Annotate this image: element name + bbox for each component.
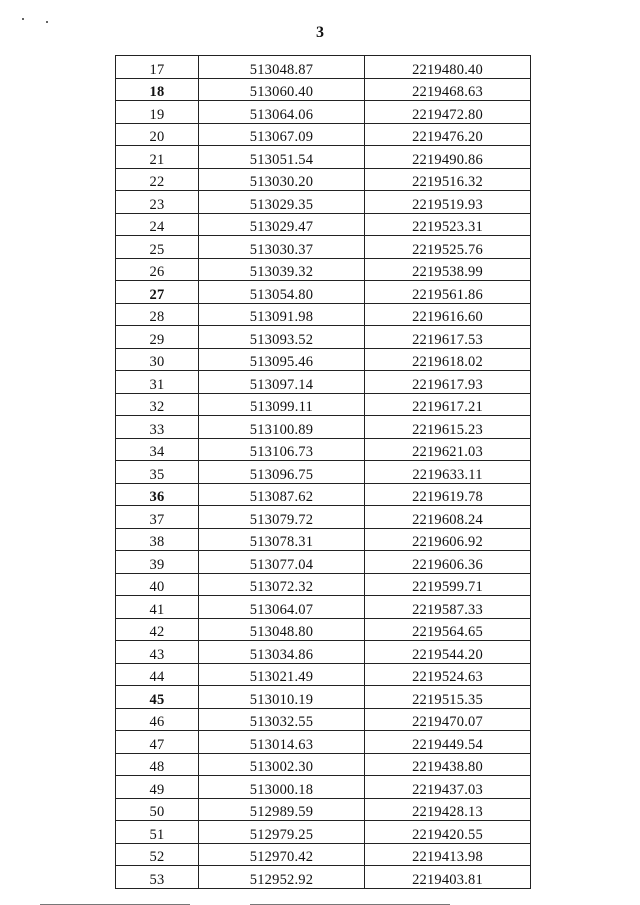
table-row xyxy=(116,461,531,484)
table-row xyxy=(116,776,531,799)
x-coordinate-cell: 513000.18 xyxy=(199,776,365,799)
x-coordinate-cell: 513091.98 xyxy=(199,303,365,326)
x-coordinate-cell: 513095.46 xyxy=(199,348,365,371)
y-coordinate-cell: 2219516.32 xyxy=(365,168,531,191)
y-coordinate-cell: 2219524.63 xyxy=(365,663,531,686)
x-coordinate-cell: 513030.20 xyxy=(199,168,365,191)
point-number-cell: 20 xyxy=(116,123,199,146)
y-coordinate-cell: 2219538.99 xyxy=(365,258,531,281)
x-coordinate-cell: 513087.62 xyxy=(199,483,365,506)
y-coordinate-cell: 2219633.11 xyxy=(365,461,531,484)
x-coordinate-cell: 513067.09 xyxy=(199,123,365,146)
point-number-cell: 33 xyxy=(116,416,199,439)
point-number-cell: 30 xyxy=(116,348,199,371)
table-row xyxy=(116,483,531,506)
x-coordinate-cell: 513034.86 xyxy=(199,641,365,664)
table-row xyxy=(116,663,531,686)
table-row xyxy=(116,618,531,641)
y-coordinate-cell: 2219616.60 xyxy=(365,303,531,326)
point-number-cell: 18 xyxy=(116,78,199,101)
y-coordinate-cell: 2219618.02 xyxy=(365,348,531,371)
y-coordinate-cell: 2219617.93 xyxy=(365,371,531,394)
table-row xyxy=(116,866,531,889)
table-row xyxy=(116,596,531,619)
y-coordinate-cell: 2219564.65 xyxy=(365,618,531,641)
table-row xyxy=(116,506,531,529)
x-coordinate-cell: 513021.49 xyxy=(199,663,365,686)
table-row xyxy=(116,146,531,169)
y-coordinate-cell: 2219515.35 xyxy=(365,686,531,709)
point-number-cell: 22 xyxy=(116,168,199,191)
y-coordinate-cell: 2219470.07 xyxy=(365,708,531,731)
y-coordinate-cell: 2219617.21 xyxy=(365,393,531,416)
x-coordinate-cell: 513106.73 xyxy=(199,438,365,461)
y-coordinate-cell: 2219403.81 xyxy=(365,866,531,889)
table-row xyxy=(116,236,531,259)
y-coordinate-cell: 2219523.31 xyxy=(365,213,531,236)
x-coordinate-cell: 512989.59 xyxy=(199,798,365,821)
x-coordinate-cell: 512952.92 xyxy=(199,866,365,889)
table-row xyxy=(116,686,531,709)
y-coordinate-cell: 2219544.20 xyxy=(365,641,531,664)
table-row xyxy=(116,708,531,731)
x-coordinate-cell: 513079.72 xyxy=(199,506,365,529)
x-coordinate-cell: 513060.40 xyxy=(199,78,365,101)
table-row xyxy=(116,528,531,551)
point-number-cell: 47 xyxy=(116,731,199,754)
y-coordinate-cell: 2219413.98 xyxy=(365,843,531,866)
x-coordinate-cell: 512979.25 xyxy=(199,821,365,844)
y-coordinate-cell: 2219619.78 xyxy=(365,483,531,506)
page-number: 3 xyxy=(316,24,324,41)
point-number-cell: 21 xyxy=(116,146,199,169)
table-row xyxy=(116,78,531,101)
x-coordinate-cell: 513097.14 xyxy=(199,371,365,394)
point-number-cell: 45 xyxy=(116,686,199,709)
point-number-cell: 17 xyxy=(116,56,199,79)
point-number-cell: 27 xyxy=(116,281,199,304)
point-number-cell: 38 xyxy=(116,528,199,551)
point-number-cell: 52 xyxy=(116,843,199,866)
point-number-cell: 26 xyxy=(116,258,199,281)
x-coordinate-cell: 513100.89 xyxy=(199,416,365,439)
x-coordinate-cell: 513010.19 xyxy=(199,686,365,709)
y-coordinate-cell: 2219561.86 xyxy=(365,281,531,304)
point-number-cell: 43 xyxy=(116,641,199,664)
y-coordinate-cell: 2219615.23 xyxy=(365,416,531,439)
table-row xyxy=(116,821,531,844)
x-coordinate-cell: 513099.11 xyxy=(199,393,365,416)
y-coordinate-cell: 2219599.71 xyxy=(365,573,531,596)
table-row xyxy=(116,213,531,236)
coordinate-table xyxy=(115,55,531,889)
x-coordinate-cell: 513029.35 xyxy=(199,191,365,214)
point-number-cell: 31 xyxy=(116,371,199,394)
y-coordinate-cell: 2219468.63 xyxy=(365,78,531,101)
table-row xyxy=(116,393,531,416)
y-coordinate-cell: 2219476.20 xyxy=(365,123,531,146)
table-row xyxy=(116,326,531,349)
point-number-cell: 37 xyxy=(116,506,199,529)
table-row xyxy=(116,416,531,439)
point-number-cell: 25 xyxy=(116,236,199,259)
point-number-cell: 41 xyxy=(116,596,199,619)
table-row xyxy=(116,753,531,776)
point-number-cell: 50 xyxy=(116,798,199,821)
y-coordinate-cell: 2219428.13 xyxy=(365,798,531,821)
point-number-cell: 34 xyxy=(116,438,199,461)
x-coordinate-cell: 513093.52 xyxy=(199,326,365,349)
x-coordinate-cell: 513054.80 xyxy=(199,281,365,304)
x-coordinate-cell: 512970.42 xyxy=(199,843,365,866)
point-number-cell: 36 xyxy=(116,483,199,506)
scan-speck xyxy=(22,18,24,20)
table-row xyxy=(116,573,531,596)
x-coordinate-cell: 513029.47 xyxy=(199,213,365,236)
table-row xyxy=(116,123,531,146)
table-row xyxy=(116,101,531,124)
point-number-cell: 44 xyxy=(116,663,199,686)
x-coordinate-cell: 513072.32 xyxy=(199,573,365,596)
point-number-cell: 40 xyxy=(116,573,199,596)
point-number-cell: 35 xyxy=(116,461,199,484)
x-coordinate-cell: 513002.30 xyxy=(199,753,365,776)
y-coordinate-cell: 2219472.80 xyxy=(365,101,531,124)
point-number-cell: 51 xyxy=(116,821,199,844)
table-row xyxy=(116,438,531,461)
x-coordinate-cell: 513051.54 xyxy=(199,146,365,169)
x-coordinate-cell: 513048.80 xyxy=(199,618,365,641)
point-number-cell: 19 xyxy=(116,101,199,124)
y-coordinate-cell: 2219437.03 xyxy=(365,776,531,799)
table-row xyxy=(116,843,531,866)
x-coordinate-cell: 513064.07 xyxy=(199,596,365,619)
y-coordinate-cell: 2219420.55 xyxy=(365,821,531,844)
y-coordinate-cell: 2219608.24 xyxy=(365,506,531,529)
y-coordinate-cell: 2219438.80 xyxy=(365,753,531,776)
table-row xyxy=(116,56,531,79)
y-coordinate-cell: 2219490.86 xyxy=(365,146,531,169)
point-number-cell: 29 xyxy=(116,326,199,349)
table-row xyxy=(116,731,531,754)
point-number-cell: 28 xyxy=(116,303,199,326)
point-number-cell: 48 xyxy=(116,753,199,776)
x-coordinate-cell: 513048.87 xyxy=(199,56,365,79)
point-number-cell: 23 xyxy=(116,191,199,214)
y-coordinate-cell: 2219621.03 xyxy=(365,438,531,461)
x-coordinate-cell: 513039.32 xyxy=(199,258,365,281)
table-row xyxy=(116,798,531,821)
table-row xyxy=(116,641,531,664)
y-coordinate-cell: 2219525.76 xyxy=(365,236,531,259)
x-coordinate-cell: 513064.06 xyxy=(199,101,365,124)
table-row xyxy=(116,551,531,574)
y-coordinate-cell: 2219606.36 xyxy=(365,551,531,574)
x-coordinate-cell: 513077.04 xyxy=(199,551,365,574)
x-coordinate-cell: 513014.63 xyxy=(199,731,365,754)
table-row xyxy=(116,168,531,191)
table-row xyxy=(116,371,531,394)
y-coordinate-cell: 2219519.93 xyxy=(365,191,531,214)
table-row xyxy=(116,348,531,371)
point-number-cell: 32 xyxy=(116,393,199,416)
y-coordinate-cell: 2219587.33 xyxy=(365,596,531,619)
y-coordinate-cell: 2219480.40 xyxy=(365,56,531,79)
table-row xyxy=(116,281,531,304)
scan-speck xyxy=(46,21,48,23)
x-coordinate-cell: 513032.55 xyxy=(199,708,365,731)
x-coordinate-cell: 513096.75 xyxy=(199,461,365,484)
table-row xyxy=(116,258,531,281)
point-number-cell: 39 xyxy=(116,551,199,574)
point-number-cell: 49 xyxy=(116,776,199,799)
point-number-cell: 24 xyxy=(116,213,199,236)
y-coordinate-cell: 2219617.53 xyxy=(365,326,531,349)
coordinate-table-body xyxy=(116,56,531,889)
x-coordinate-cell: 513078.31 xyxy=(199,528,365,551)
table-row xyxy=(116,303,531,326)
table-row xyxy=(116,191,531,214)
point-number-cell: 53 xyxy=(116,866,199,889)
y-coordinate-cell: 2219449.54 xyxy=(365,731,531,754)
point-number-cell: 42 xyxy=(116,618,199,641)
x-coordinate-cell: 513030.37 xyxy=(199,236,365,259)
point-number-cell: 46 xyxy=(116,708,199,731)
y-coordinate-cell: 2219606.92 xyxy=(365,528,531,551)
